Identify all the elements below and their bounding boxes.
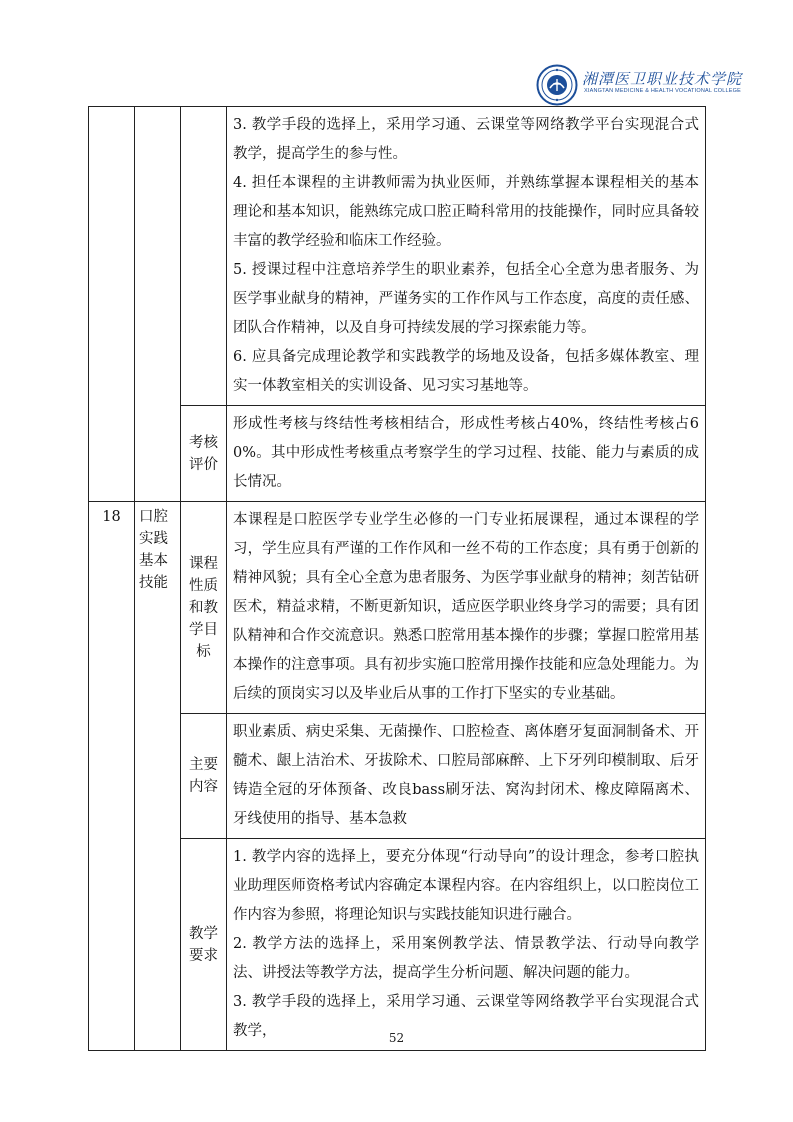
number-cell-empty	[89, 107, 135, 502]
requirement-item: 1. 教学内容的选择上，要充分体现“行动导向”的设计理念，参考口腔执业助理医师资格考试内容确定本课程内容。在内容组织上，以口腔岗位工作内容为参照，将理论知识与实践技能知识进行融合。	[233, 849, 699, 923]
nature-label-cell	[181, 502, 227, 714]
nature-cell	[227, 502, 706, 714]
content-label-cell	[181, 714, 227, 839]
nature-text: 本课程是口腔医学专业学生必修的一门专业拓展课程，通过本课程的学习，学生应具有严谨的工作作风和一丝不苟的工作态度；具有勇于创新的精神风貌；具有全心全意为患者服务、为医学事业献身的精神；刻苦钻研医术，精益求精，不断更新知识，适应医学职业终身学习的需要；具有团队精神和合作交流意识。熟悉口腔常用基本操作的步骤；掌握口腔常用基本操作的注意事项。具有初步实施口腔常用操作技能和应急处理能力。为后续的顶岗实习以及毕业后从事的工作打下坚实的专业基础。	[233, 512, 699, 702]
course-name-cell	[135, 502, 181, 1051]
assessment-text: 形成性考核与终结性考核相结合，形成性考核占40%，终结性考核占60%。其中形成性考核重点考察学生的学习过程、技能、能力与素质的成长情况。	[233, 416, 699, 490]
table-row	[89, 107, 706, 406]
college-name: 湘潭医卫职业技术学院	[582, 70, 743, 88]
requirement-item: 5. 授课过程中注意培养学生的职业素养，包括全心全意为患者服务、为医学事业献身的精神，严谨务实的工作作风与工作态度，高度的责任感、团队合作精神，以及自身可持续发展的学习探索能力等。	[233, 262, 699, 336]
course-number: 18	[102, 509, 121, 525]
page-header	[0, 56, 793, 112]
requirement-item: 3. 教学手段的选择上，采用学习通、云课堂等网络教学平台实现混合式教学，	[233, 994, 699, 1039]
content-label: 主要内容	[189, 757, 218, 795]
assessment-cell	[227, 406, 706, 502]
requirements-label: 教学要求	[189, 925, 218, 964]
assessment-label-cell	[181, 406, 227, 502]
requirement-item: 3. 教学手段的选择上，采用学习通、云课堂等网络教学平台实现混合式教学，提高学生的参与性。	[233, 117, 699, 162]
requirements-cell	[227, 107, 706, 406]
label-cell-empty	[181, 107, 227, 406]
requirement-item: 2. 教学方法的选择上，采用案例教学法、情景教学法、行动导向教学法、讲授法等教学方法，提高学生分析问题、解决问题的能力。	[233, 936, 699, 981]
nature-label: 课程性质和教学目标	[189, 555, 218, 660]
number-cell	[89, 502, 135, 1051]
course-name: 口腔实践基本技能	[139, 509, 168, 591]
table-row	[89, 406, 706, 502]
table-row	[89, 839, 706, 1051]
assessment-label: 考核评价	[189, 434, 218, 473]
course-name-cell-empty	[135, 107, 181, 502]
requirement-item: 6. 应具备完成理论教学和实践教学的场地及设备，包括多媒体教室、理实一体教室相关的实训设备、见习实习基地等。	[233, 349, 699, 394]
requirements-label-cell	[181, 839, 227, 1051]
page-number: 52	[388, 1031, 405, 1045]
course-table	[88, 107, 706, 1051]
content-text: 职业素质、病史采集、无菌操作、口腔检查、离体磨牙复面洞制备术、开髓术、龈上洁治术、牙拔除术、口腔局部麻醉、上下牙列印模制取、后牙铸造全冠的牙体预备、改良bass刷牙法、窝沟封闭术、橡皮障隔离术、牙线使用的指导、基本急救	[233, 724, 699, 827]
content-cell	[227, 714, 706, 839]
college-logo-icon	[536, 64, 578, 106]
requirement-item: 4. 担任本课程的主讲教师需为执业医师，并熟练掌握本课程相关的基本理论和基本知识，能熟练完成口腔正畸科常用的技能操作，同时应具备较丰富的教学经验和临床工作经验。	[233, 175, 699, 249]
requirements-cell	[227, 839, 706, 1051]
college-name-english: XIANGTAN MEDICINE & HEALTH VOCATIONAL COLLEGE	[584, 88, 742, 94]
table-row	[89, 502, 706, 714]
table-row	[89, 714, 706, 839]
